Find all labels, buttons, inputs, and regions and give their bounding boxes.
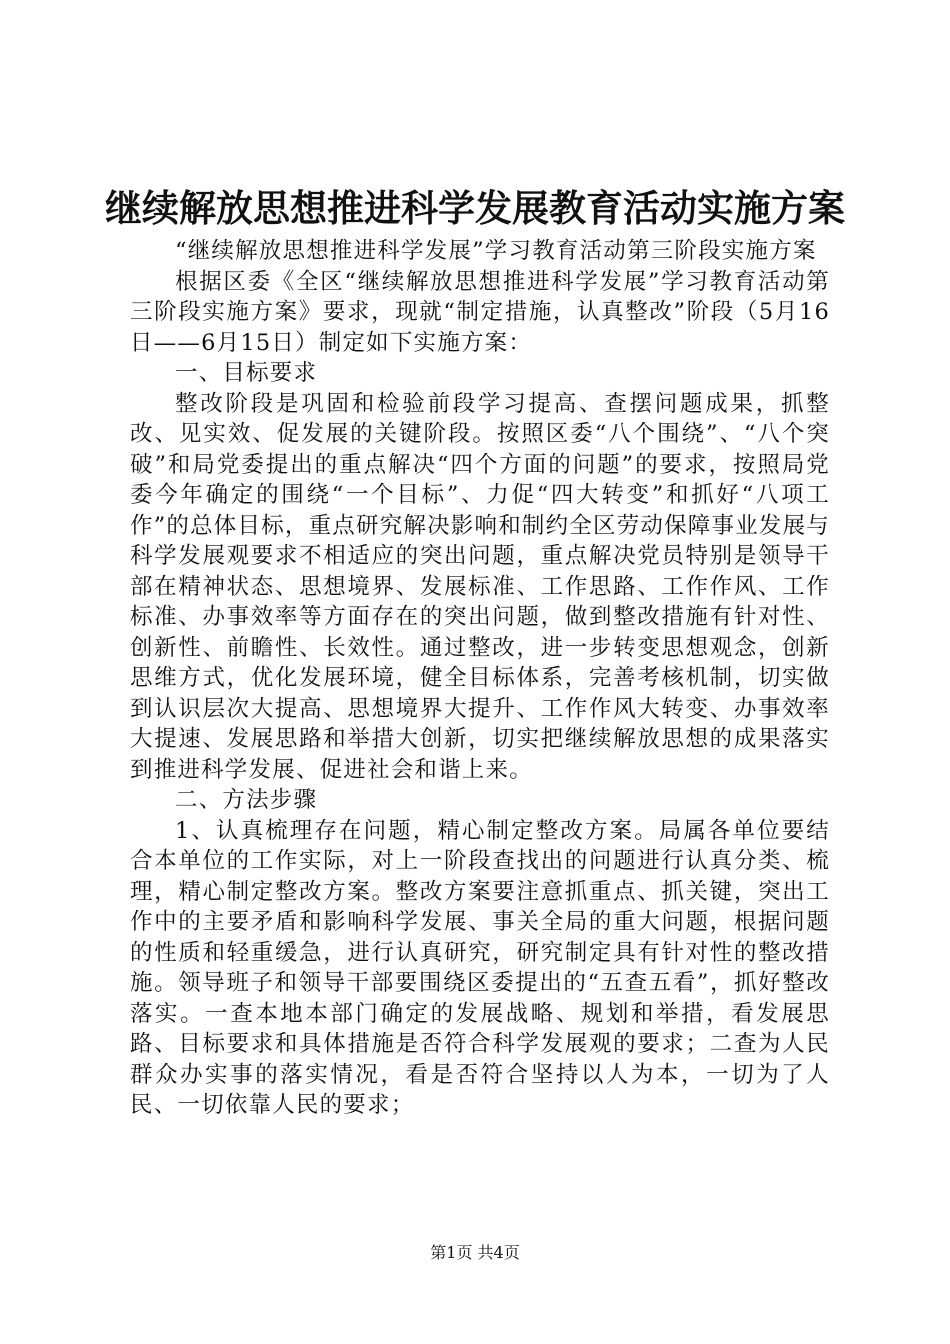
goals-paragraph: 整改阶段是巩固和检验前段学习提高、查摆问题成果，抓整改、见实效、促发展的关键阶段。按照区委“八个围绕”、“八个突破”和局党委提出的重点解决“四个方面的问题”的要求，按照局党委今年确定的围绕“一个目标”、力促“四大转变”和抓好“八项工作”的总体目标，重点研究解决影响和制约全区劳动保障事业发展与科学发展观要求不相适应的突出问题，重点解决党员特别是领导干部在精神状态、思想境界、发展标准、工作思路、工作作风、工作标准、办事效率等方面存在的突出问题，做到整改措施有针对性、创新性、前瞻性、长效性。通过整改，进一步转变思想观念，创新思维方式，优化发展环境，健全目标体系，完善考核机制，切实做到认识层次大提高、思想境界大提升、工作作风大转变、办事效率大提速、发展思路和举措大创新，切实把继续解放思想的成果落实到推进科学发展、促进社会和谐上来。 [130, 390, 831, 783]
document-title: 继续解放思想推进科学发展教育活动实施方案 [105, 187, 845, 230]
methods-paragraph: 1、认真梳理存在问题，精心制定整改方案。局属各单位要结合本单位的工作实际，对上一阶段查找出的问题进行认真分类、梳理，精心制定整改方案。整改方案要注意抓重点、抓关键，突出工作中的主要矛盾和影响科学发展、事关全局的重大问题，根据问题的性质和轻重缓急，进行认真研究，研究制定具有针对性的整改措施。领导班子和领导干部要围绕区委提出的“五查五看”，抓好整改落实。一查本地本部门确定的发展战略、规划和举措，看发展思路、目标要求和具体措施是否符合科学发展观的要求；二查为人民群众办实事的落实情况，看是否符合坚持以人为本，一切为了人民、一切依靠人民的要求； [130, 817, 830, 1118]
page-indicator: 第1页 共4页 [430, 1243, 520, 1262]
document-body [130, 236, 830, 1121]
section-heading-goals: 一、目标要求 [175, 360, 318, 386]
subtitle-paragraph: “继续解放思想推进科学发展”学习教育活动第三阶段实施方案 [175, 238, 817, 264]
section-heading-methods: 二、方法步骤 [175, 787, 318, 813]
intro-paragraph: 根据区委《全区“继续解放思想推进科学发展”学习教育活动第三阶段实施方案》要求，现就“制定措施，认真整改”阶段（5月16日——6月15日）制定如下实施方案： [130, 268, 830, 356]
